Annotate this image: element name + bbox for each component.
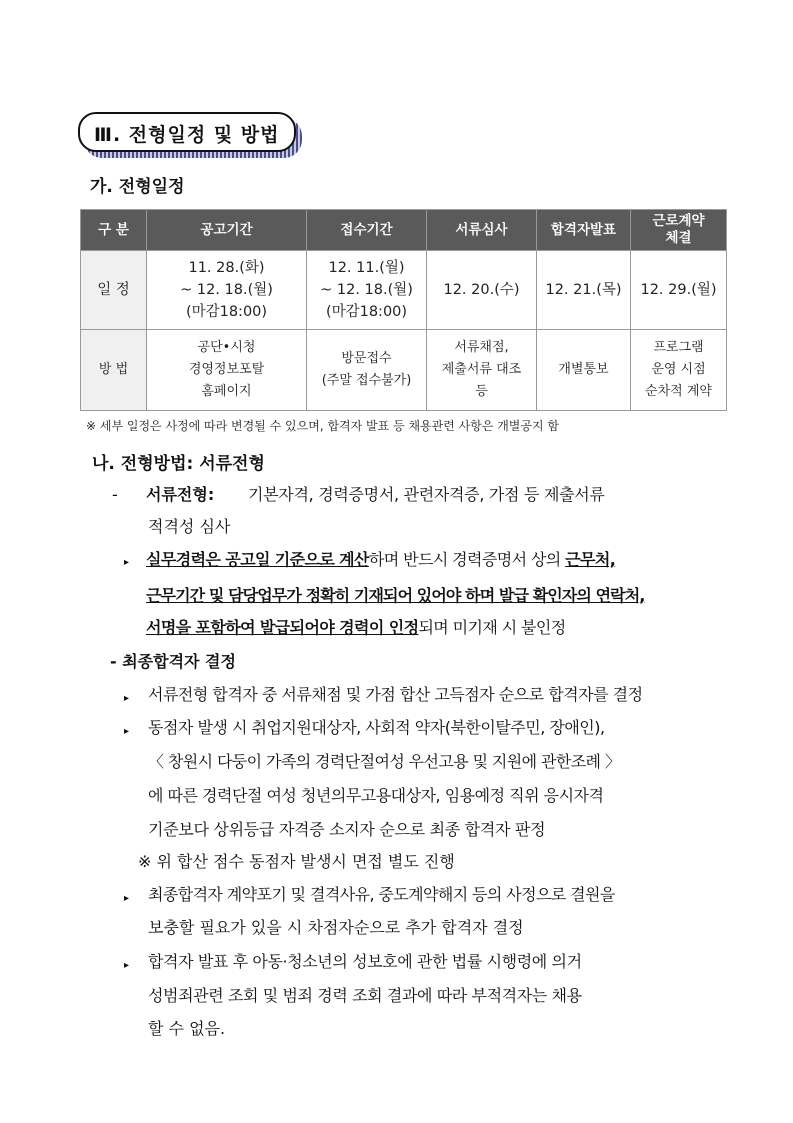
dash-marker: - xyxy=(112,485,118,504)
final-bullet-2-line1: 동점자 발생 시 취업지원대상자, 사회적 약자(북한이탈주민, 장애인), xyxy=(148,718,605,737)
underlined-text: 근무처, xyxy=(565,550,616,569)
final-bullet-2-line3: 에 따른 경력단절 여성 청년의무고용대상자, 임용예정 직위 응시자격 xyxy=(148,786,604,805)
final-bullet-3-line1: 최종합격자 계약포기 및 결격사유, 중도계약해지 등의 사정으로 결원을 xyxy=(148,885,615,904)
career-paragraph-line2 xyxy=(146,586,644,606)
table-cell: 공단•시청 경영정보포탈 홈페이지 xyxy=(147,330,307,411)
doc-screening-label: 서류전형: xyxy=(146,485,215,504)
table-cell: 개별통보 xyxy=(537,330,631,411)
final-bullet-4-line1: 합격자 발표 후 아동·청소년의 성보호에 관한 법률 시행령에 의거 xyxy=(148,952,582,971)
final-bullet-4-line3: 할 수 없음. xyxy=(148,1019,226,1038)
table-header-row xyxy=(81,210,727,251)
table-row xyxy=(81,330,727,411)
subsection-a-title: 가. 전형일정 xyxy=(90,177,185,197)
final-bullet-2-line4: 기준보다 상위등급 자격증 소지자 순으로 최종 합격자 판정 xyxy=(148,820,546,839)
header-cell: 합격자발표 xyxy=(537,210,631,251)
header-cell: 구 분 xyxy=(81,210,147,251)
table-cell: 프로그램 운영 시점 순차적 계약 xyxy=(631,330,727,411)
bullet-triangle: ▸ xyxy=(124,557,130,568)
header-cell: 서류심사 xyxy=(427,210,537,251)
bullet-triangle: ▸ xyxy=(124,960,130,971)
final-bullet-2-line2: 〈 창원시 다둥이 가족의 경력단절여성 우선고용 및 지원에 관한조례 〉 xyxy=(148,752,621,771)
plain-text: 되며 미기재 시 불인정 xyxy=(418,618,566,637)
table-cell: 12. 11.(월) ~ 12. 18.(월) (마감18:00) xyxy=(307,251,427,330)
final-selection-title: - 최종합격자 결정 xyxy=(110,652,236,671)
subsection-b-title: 나. 전형방법: 서류전형 xyxy=(92,454,265,474)
doc-screening-text: 기본자격, 경력증명서, 관련자격증, 가점 등 제출서류 xyxy=(248,485,605,504)
table-note: ※ 세부 일정은 사정에 따라 변경될 수 있으며, 합격자 발표 등 채용관련 사항은 개별공지 함 xyxy=(86,419,559,433)
table-row xyxy=(81,251,727,330)
underlined-text: 서명을 포함하여 발급되어야 경력이 인정 xyxy=(146,618,419,637)
underlined-text: 실무경력은 공고일 기준으로 계산 xyxy=(146,550,369,569)
table-cell: 11. 28.(화) ~ 12. 18.(월) (마감18:00) xyxy=(147,251,307,330)
career-paragraph-line3 xyxy=(146,618,566,638)
table-cell: 12. 29.(월) xyxy=(631,251,727,330)
final-bullet-4-line2: 성범죄관련 조회 및 범죄 경력 조회 결과에 따라 부적격자는 채용 xyxy=(148,986,582,1005)
career-paragraph-line1 xyxy=(146,550,615,570)
header-cell: 공고기간 xyxy=(147,210,307,251)
plain-text: 하며 반드시 경력증명서 상의 xyxy=(368,550,566,569)
tie-note: ※ 위 합산 점수 동점자 발생시 면접 별도 진행 xyxy=(138,852,455,871)
table-cell: 12. 21.(목) xyxy=(537,251,631,330)
bullet-triangle: ▸ xyxy=(124,726,130,737)
schedule-table xyxy=(80,209,727,411)
table-cell: 방문접수 (주말 접수불가) xyxy=(307,330,427,411)
section-title: Ⅲ. 전형일정 및 방법 xyxy=(94,124,280,146)
underlined-text: 근무기간 및 담당업무가 정확히 기재되어 있어야 하며 발급 확인자의 연락처, xyxy=(146,586,645,605)
bullet-triangle: ▸ xyxy=(124,693,130,704)
table-cell: 12. 20.(수) xyxy=(427,251,537,330)
bullet-triangle: ▸ xyxy=(124,893,130,904)
header-cell: 접수기간 xyxy=(307,210,427,251)
header-cell: 근로계약 체결 xyxy=(631,210,727,251)
final-bullet-3-line2: 보충할 필요가 있을 시 차점자순으로 추가 합격자 결정 xyxy=(148,918,524,937)
row-label: 방 법 xyxy=(81,330,147,411)
table-cell: 서류채점, 제출서류 대조 등 xyxy=(427,330,537,411)
row-label: 일 정 xyxy=(81,251,147,330)
doc-screening-text-2: 적격성 심사 xyxy=(148,517,231,536)
section-title-box xyxy=(78,112,296,152)
final-bullet-1: 서류전형 합격자 중 서류채점 및 가점 합산 고득점자 순으로 합격자를 결정 xyxy=(148,685,643,704)
